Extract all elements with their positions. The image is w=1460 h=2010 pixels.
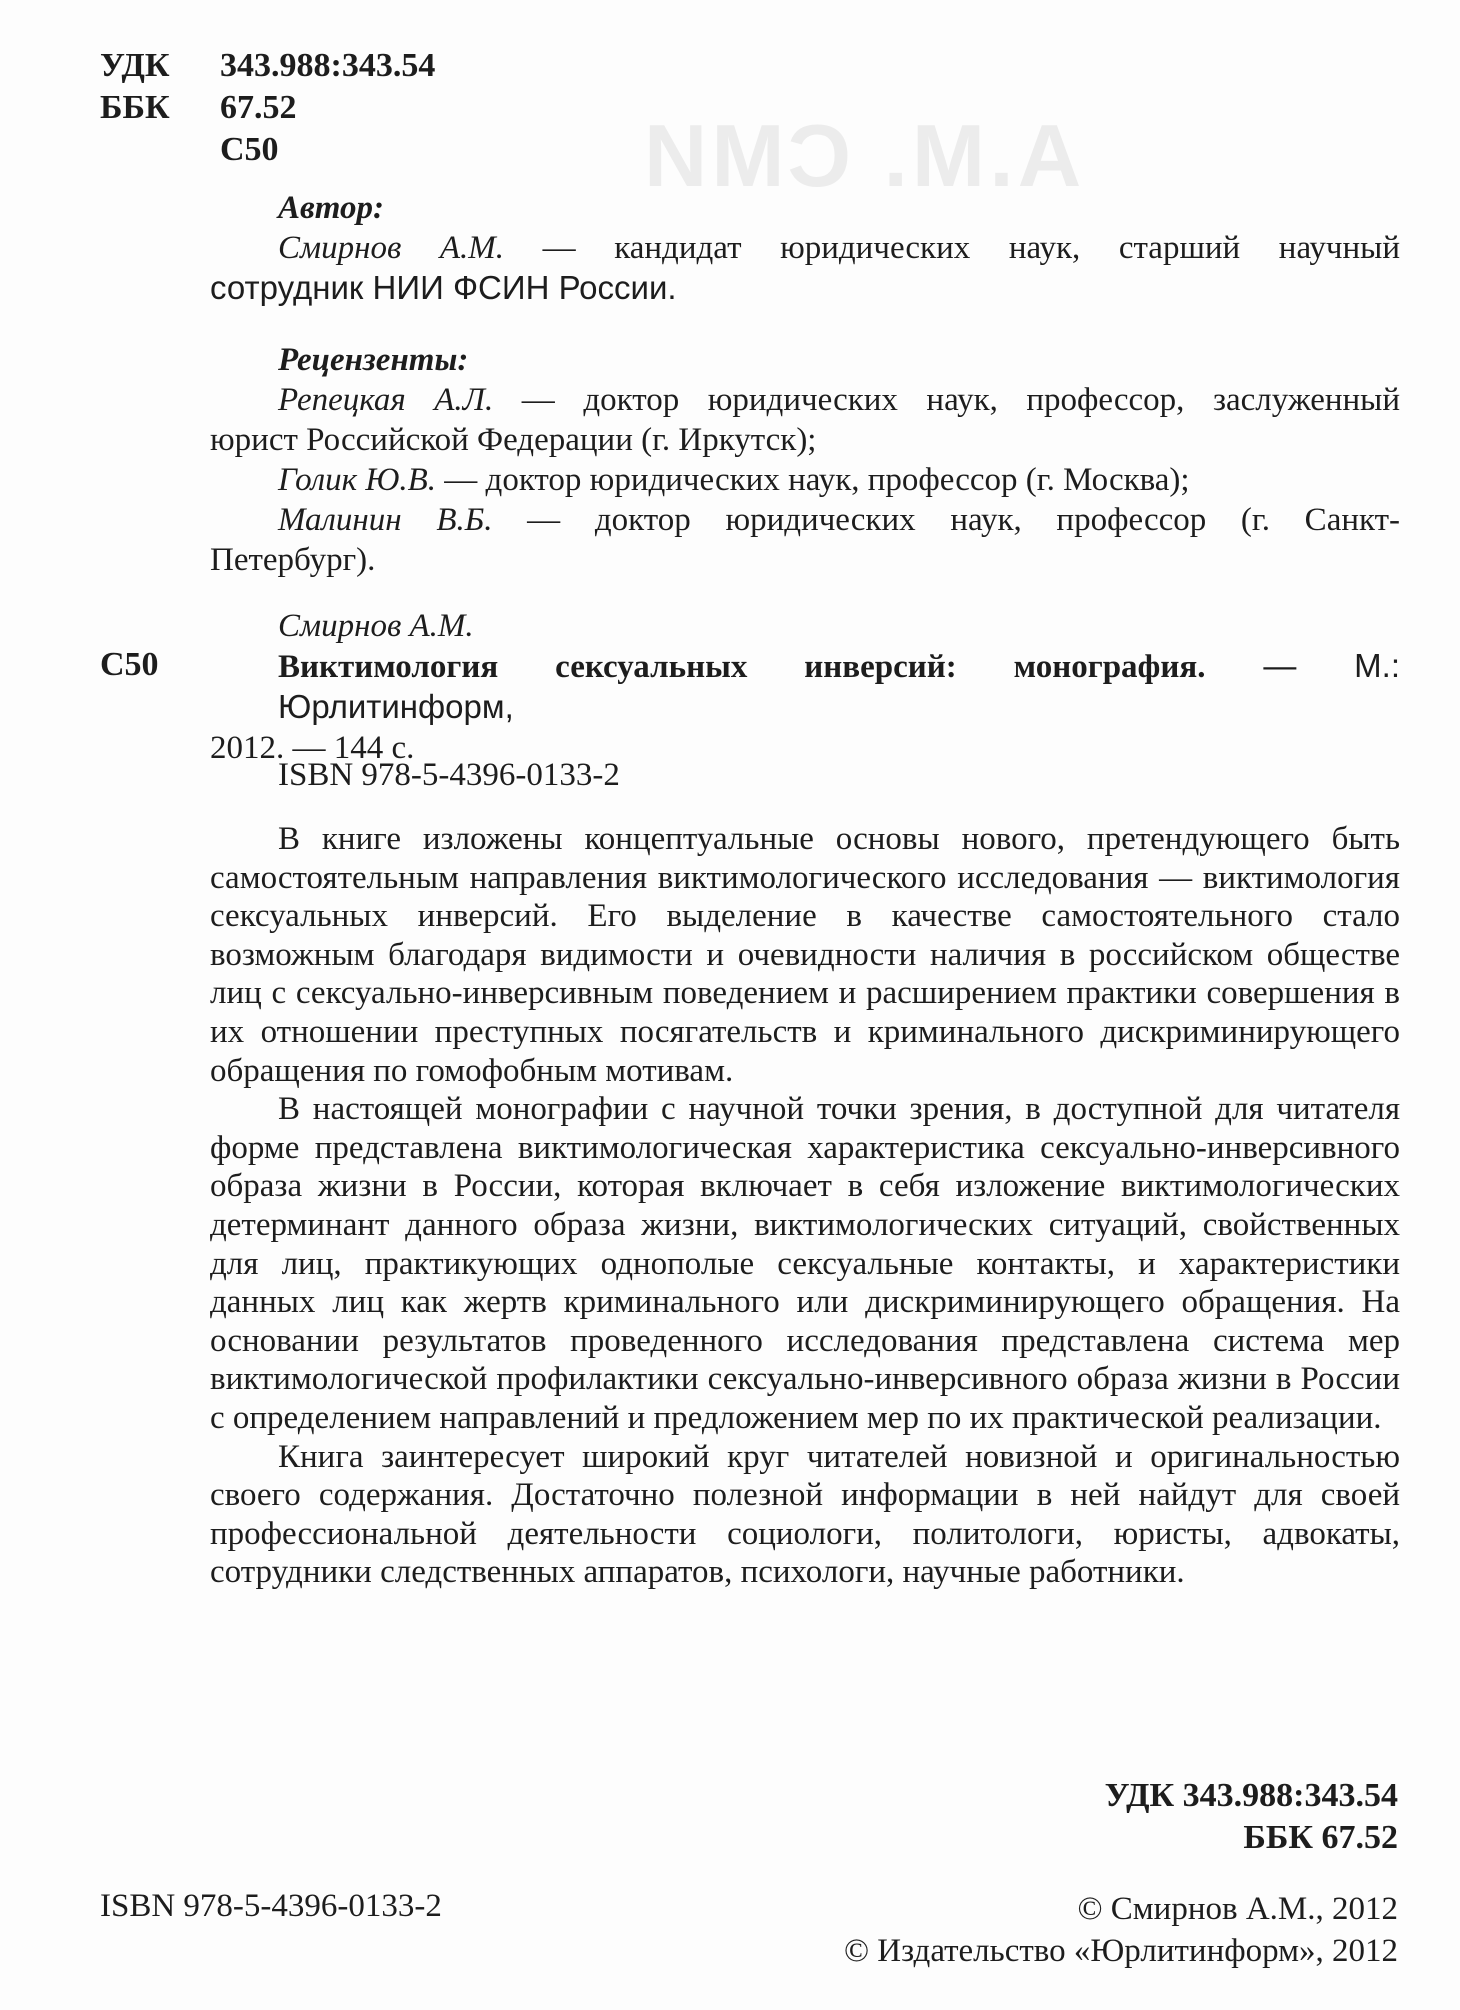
copyright-author: © Смирнов А.М., 2012 <box>1077 1891 1398 1927</box>
author-line-1: Смирнов А.М. — кандидат юридических наук, старший научный <box>278 230 1400 266</box>
udk-value: 343.988:343.54 <box>220 47 436 84</box>
author-sign: С50 <box>220 131 279 168</box>
classification-codes <box>100 45 435 171</box>
bbk-label: ББК <box>100 89 170 126</box>
footer-bbk: ББК 67.52 <box>1243 1819 1398 1856</box>
author-label: Автор: <box>278 190 384 226</box>
reviewer-3-line-1: Малинин В.Б. — доктор юридических наук, профессор (г. Санкт- <box>278 502 1401 538</box>
reviewer-1-line-1: Репецкая А.Л. — доктор юридических наук, профессор, заслуженный <box>278 382 1400 418</box>
bib-publisher: — М.: Юрлитинформ, <box>278 647 1400 725</box>
author-section <box>210 188 1400 308</box>
copyright-block <box>844 1888 1398 1972</box>
udk-label: УДК <box>100 47 170 84</box>
reviewer-1-name: Репецкая А.Л. <box>278 382 494 418</box>
reviewers-label: Рецензенты: <box>278 342 469 378</box>
footer-isbn: ISBN 978-5-4396-0133-2 <box>100 1888 442 1924</box>
bbk-value: 67.52 <box>220 89 297 126</box>
bbk-row <box>100 87 435 129</box>
annotation <box>210 820 1400 1592</box>
isbn-line: ISBN 978-5-4396-0133-2 <box>278 757 620 793</box>
reviewer-3-line-2: Петербург). <box>210 542 376 578</box>
footer-udk: УДК 343.988:343.54 <box>1104 1777 1398 1814</box>
author-name: Смирнов А.М. <box>278 230 505 266</box>
reviewers-section <box>210 340 1400 580</box>
reviewer-2-name: Голик Ю.В. <box>278 462 437 498</box>
bib-author: Смирнов А.М. <box>278 608 474 644</box>
copyright-publisher: © Издательство «Юрлитинформ», 2012 <box>843 1933 1398 1969</box>
author-sign-row <box>100 129 435 171</box>
annotation-paragraph-3: Книга заинтересует широкий круг читателей новизной и оригинальностью своего содержания. Достаточно полезной информации в ней найдут для своей профессиональной деятельности социологи, политологи, юристы, адвокаты, сотрудники следственных аппаратов, психологи, научные работники. <box>210 1438 1400 1591</box>
reviewer-3-name: Малинин В.Б. <box>278 502 493 538</box>
bleed-through-text: А.М. СМИ <box>640 106 1082 205</box>
reviewer-1-line-2: юрист Российской Федерации (г. Иркутск); <box>210 422 817 458</box>
reviewer-2-line: Голик Ю.В. — доктор юридических наук, профессор (г. Москва); <box>278 462 1190 498</box>
bib-year-pages: 2012. — 144 с. <box>210 730 415 766</box>
footer-codes <box>1105 1775 1398 1859</box>
annotation-paragraph-1: В книге изложены концептуальные основы нового, претендующего быть самостоятельным направления виктимологического исследования — виктимология сексуальных инверсий. Его выделение в качестве самостоятельного стало возможным благодаря видимости и очевидности наличия в российском обществе лиц с сексуально-инверсивным поведением и расширением практики совершения в их отношении преступных посягательств и криминального дискриминирующего обращения по гомофобным мотивам. <box>210 821 1400 1089</box>
isbn-block <box>210 755 1400 795</box>
annotation-paragraph-2: В настоящей монографии с научной точки зрения, в доступной для читателя форме представлена виктимологическая характеристика сексуально-инверсивного образа жизни в России, которая включает в себя изложение виктимологических детерминант данного образа жизни, виктимологических ситуаций, свойственных для лиц, практикующих однополые сексуальные контакты, и характеристики данных лиц как жертв криминального или дискриминирующего обращения. На основании результатов проведенного исследования представлена система мер виктимологической профилактики сексуально-инверсивного образа жизни в России с определением направлений и предложением мер по их практической реализации. <box>210 1091 1400 1436</box>
udk-row <box>100 45 435 87</box>
author-line-2: сотрудник НИИ ФСИН России. <box>210 269 677 306</box>
bibliographic-record <box>210 606 1400 768</box>
bib-sign: С50 <box>100 646 159 683</box>
bib-title: Виктимология сексуальных инверсий: монография. <box>278 649 1206 685</box>
bib-title-line <box>210 646 1400 728</box>
